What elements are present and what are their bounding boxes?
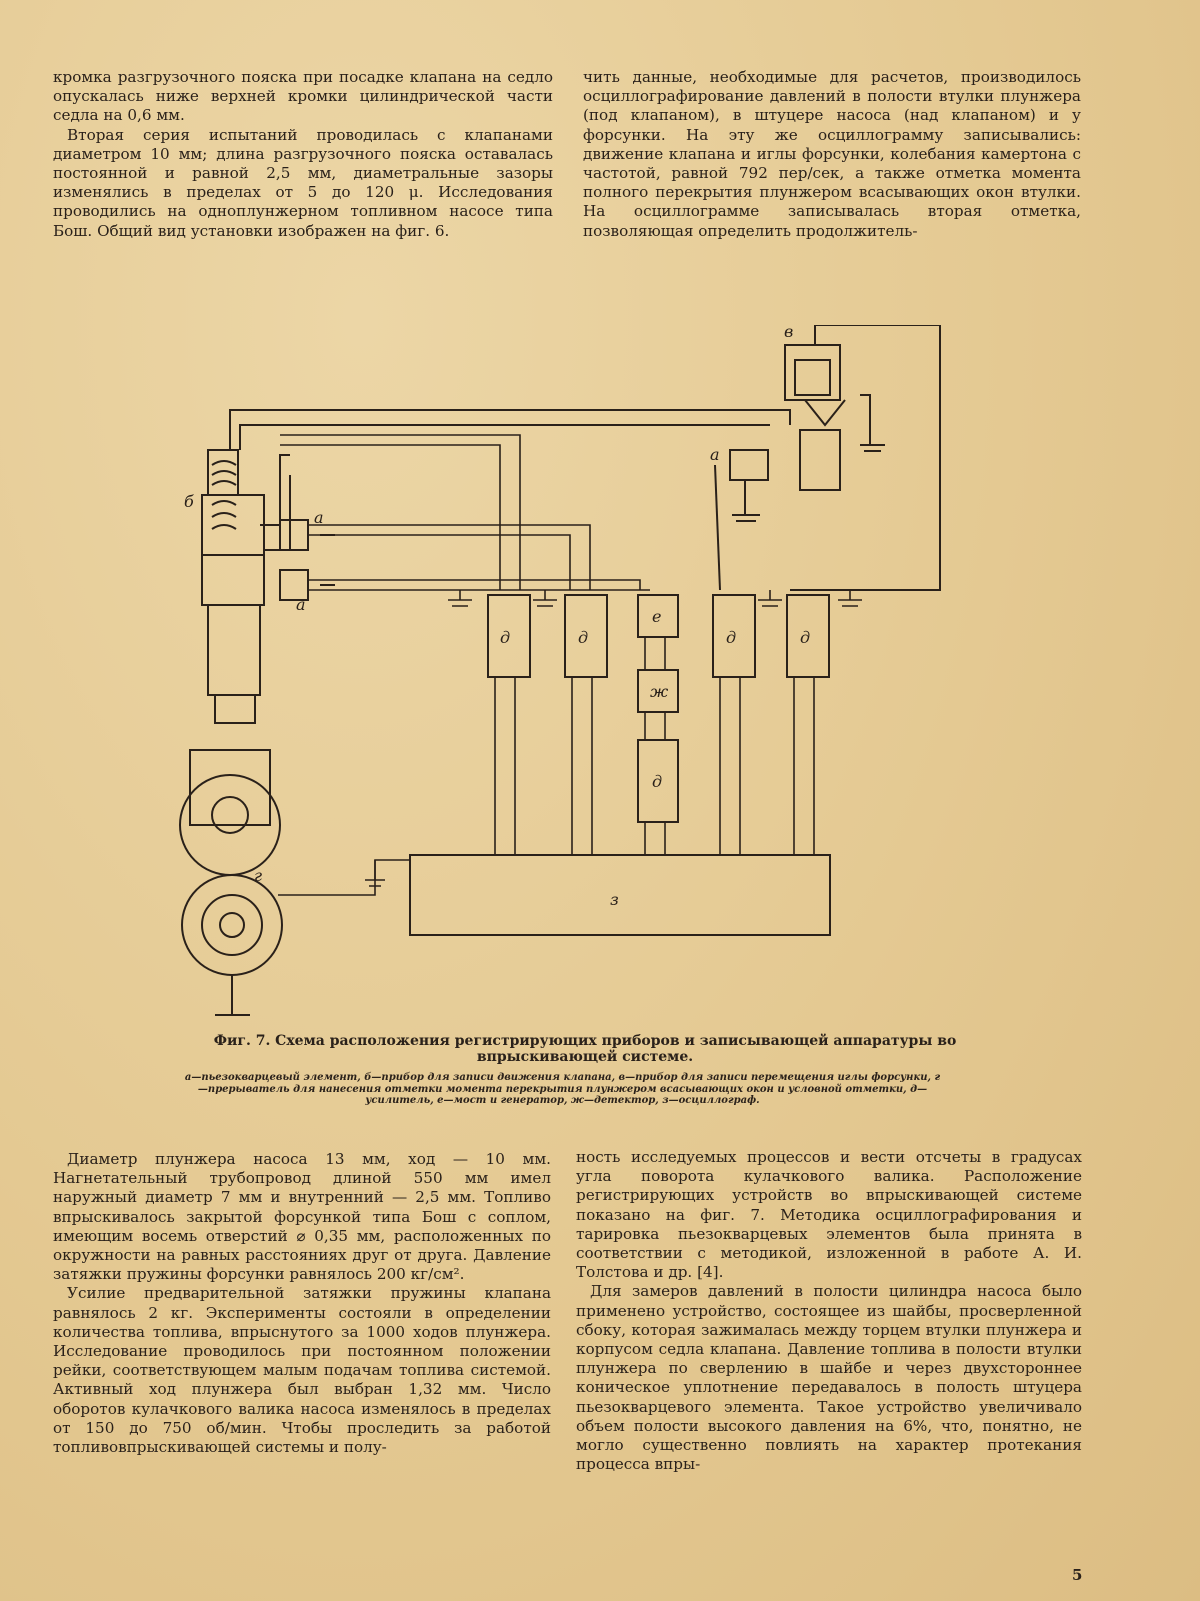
- text-column-bottom-right: [576, 1148, 1082, 1474]
- label-b: б: [184, 492, 194, 511]
- figure-caption: Фиг. 7. Схема расположения регистрирующих приборов и записывающей аппаратуры во впрыскивающей системе.: [213, 1033, 957, 1065]
- figure-legend: а—пьезокварцевый элемент, б—прибор для записи движения клапана, в—прибор для записи перемещения иглы форсунки, г—прерыватель для нанесения отметки момента перекрытия плунжером всасывающих окон и условной отметки, д—усилитель, е—мост и генератор, ж—детектор, з—осциллограф.: [184, 1072, 941, 1106]
- paragraph: Для замеров давлений в полости цилиндра насоса было применено устройство, состоящее из шайбы, просверленной сбоку, которая зажималась между торцем втулки плунжера и корпусом седла клапана. Давление топлива в полости втулки плунжера по сверлению в шайбе и через двухстороннее коническое уплотнение передавалось в полость штуцера пьезокварцевого элемента. Такое устройство увеличивало объем полости высокого давления на 6%, что, понятно, не могло существенно повлиять на характер протекания процесса впры-: [576, 1282, 1082, 1474]
- signal-wires: [280, 435, 650, 590]
- text-column-top-right: [583, 68, 1081, 241]
- label-g: г: [254, 866, 263, 885]
- text-column-bottom-left: [53, 1150, 551, 1457]
- label-d-5: д: [800, 628, 811, 647]
- pump-assembly: [180, 450, 282, 1015]
- paragraph: кромка разгрузочного пояска при посадке клапана на седло опускалась ниже верхней кромки цилиндрической части седла на 0,6 мм.: [53, 68, 553, 125]
- oscillograph-wires: [278, 637, 814, 895]
- piezo-element-a: [280, 520, 335, 600]
- paragraph: Усилие предварительной затяжки пружины клапана равнялось 2 кг. Эксперименты состояли в определении количества топлива, впрыснутого за 1000 ходов плунжера. Исследование проводилось при постоянном положении рейки, соответствующем малым подачам топлива системой. Активный ход плунжера был выбран 1,32 мм. Число оборотов кулачкового валика насоса изменялось в пределах от 150 до 750 об/мин. Чтобы проследить за работой топливовпрыскивающей системы и полу-: [53, 1284, 551, 1457]
- schematic-figure: [170, 325, 1170, 1025]
- injector-v: [785, 325, 940, 590]
- page-number: 5: [1072, 1566, 1083, 1584]
- label-d-4: д: [726, 628, 737, 647]
- paragraph: Диаметр плунжера насоса 13 мм, ход — 10 мм. Нагнетательный трубопровод длиной 550 мм имел наружный диаметр 7 мм и внутренний — 2,5 мм. Топливо впрыскивалось закрытой форсункой типа Бош с соплом, имеющим восемь отверстий ⌀ 0,35 мм, расположенных по окружности на равных расстояниях друг от друга. Давление затяжки пружины форсунки равнялось 200 кг/см².: [53, 1150, 551, 1284]
- paragraph: чить данные, необходимые для расчетов, производилось осциллографирование давлений в полости втулки плунжера (под клапаном), в штуцере насоса (над клапаном) и у форсунки. На эту же осциллограмму записывались: движение клапана и иглы форсунки, колебания камертона с частотой, равной 792 пер/сек, а также отметка момента полного перекрытия плунжером всасывающих окон втулки. На осциллограмме записывалась вторая отметка, позволяющая определить продолжитель-: [583, 68, 1081, 240]
- label-a-injector: а: [710, 445, 720, 464]
- piezo-element-a-injector: [715, 450, 768, 590]
- paragraph: ность исследуемых процессов и вести отсчеты в градусах угла поворота кулачкового валика. Расположение регистрирующих устройств во впрыскивающей системе показано на фиг. 7. Методика осциллографирования и тарировка пьезокварцевых элементов была принята в соответствии с методикой, изложенной в работе А. И. Толстова и др. [4].: [576, 1148, 1082, 1282]
- label-a-lower: а: [296, 595, 306, 614]
- fuel-lines: [230, 410, 790, 550]
- label-v: в: [784, 325, 794, 341]
- oscillograph-z: [410, 855, 830, 935]
- label-z: з: [610, 890, 619, 909]
- label-zh: ж: [650, 682, 669, 701]
- label-e: е: [652, 607, 662, 626]
- ground-symbols: [448, 590, 862, 606]
- label-a-upper: а: [314, 508, 324, 527]
- label-d-3: д: [652, 772, 663, 791]
- text-column-top-left: [53, 68, 553, 241]
- paragraph: Вторая серия испытаний проводилась с клапанами диаметром 10 мм; длина разгрузочного пояска оставалась постоянной и равной 2,5 мм, диаметральные зазоры изменялись в пределах от 5 до 120 μ. Исследования проводились на одноплунжерном топливном насосе типа Бош. Общий вид установки изображен на фиг. 6.: [53, 125, 553, 240]
- label-d-2: д: [578, 628, 589, 647]
- label-d-1: д: [500, 628, 511, 647]
